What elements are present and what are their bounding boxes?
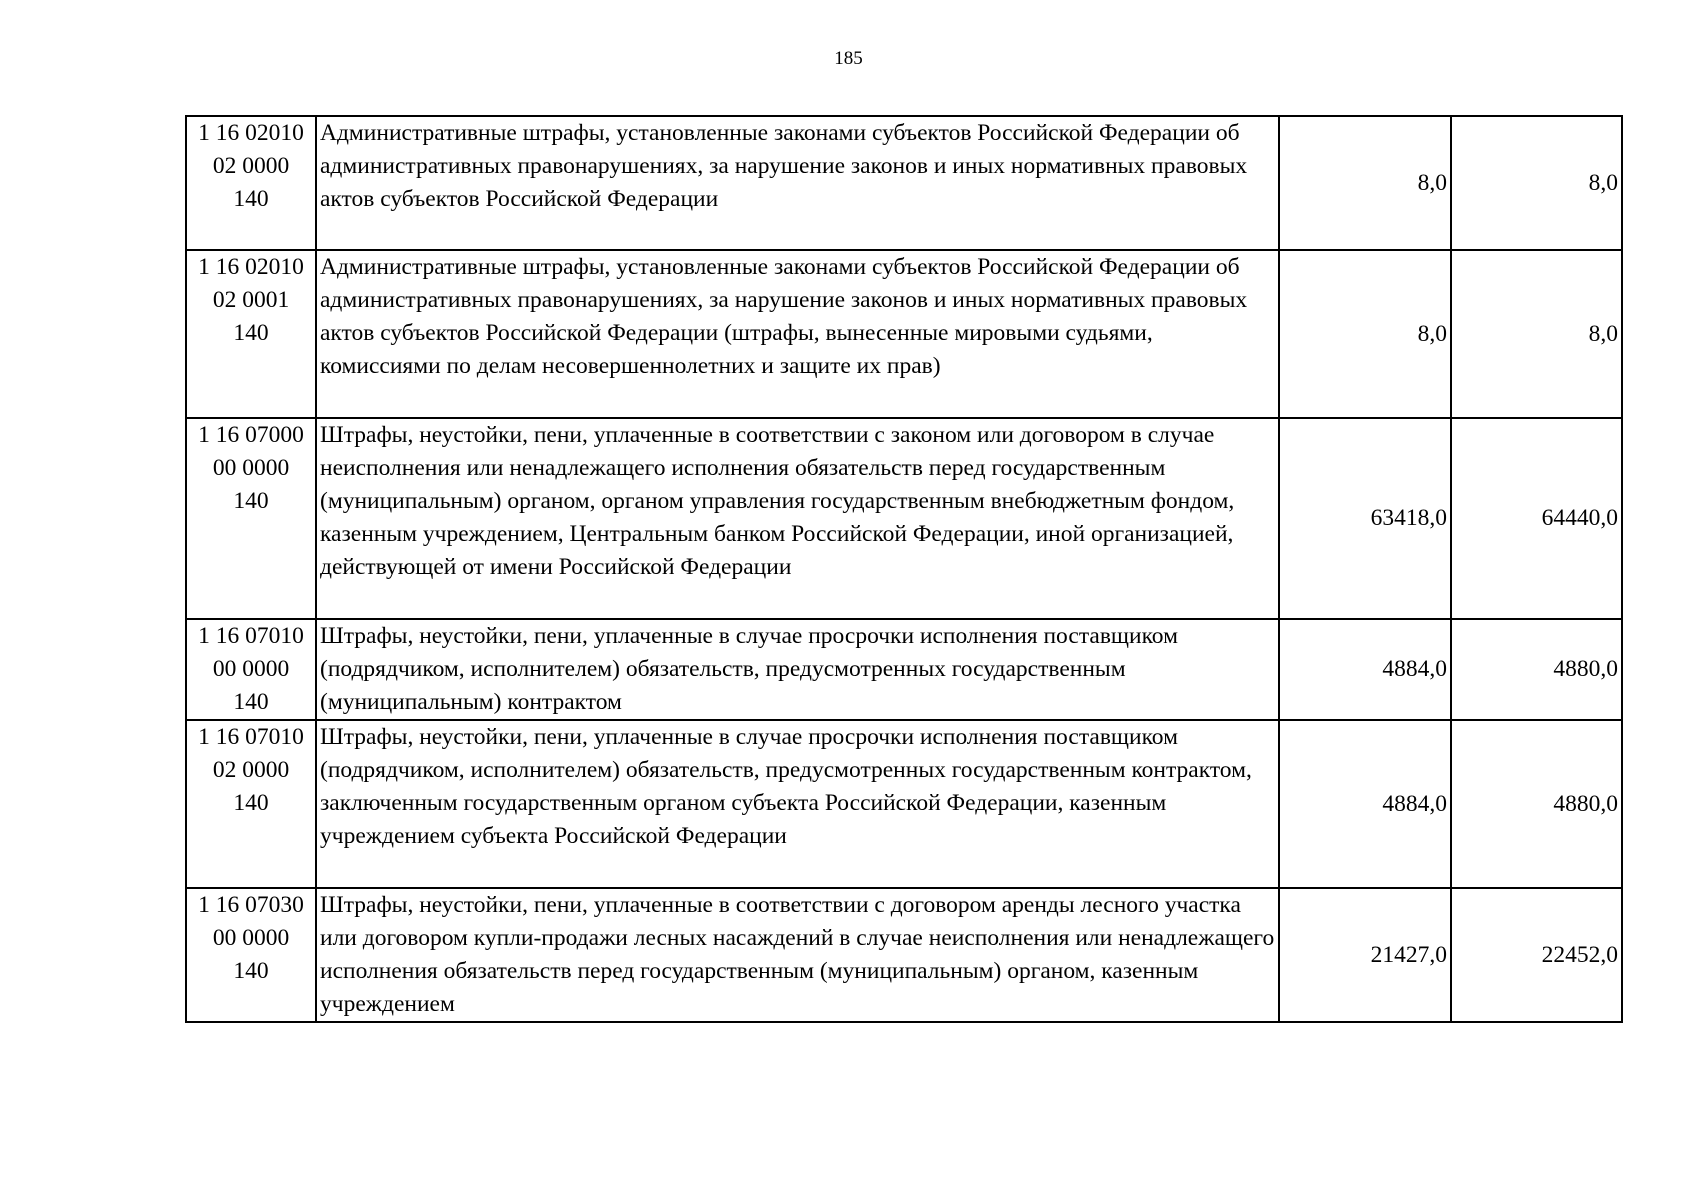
budget-code-cell xyxy=(186,619,316,720)
description-cell: Штрафы, неустойки, пени, уплаченные в соответствии с законом или договором в случае неисполнения или ненадлежащего исполнения обязательств перед государственным (муниципальным) органом, органом управления государственным внебюджетным фондом, казенным учреждением, Центральным банком Российской Федерации, иной организацией, действующей от имени Российской Федерации xyxy=(316,418,1279,619)
value-cell-1: 21427,0 xyxy=(1279,888,1451,1022)
value-cell-1: 8,0 xyxy=(1279,250,1451,418)
budget-code-line: 1 16 02010 xyxy=(198,120,304,146)
budget-code-line: 02 0001 xyxy=(212,287,290,313)
budget-code-line: 140 xyxy=(233,320,269,346)
table-row xyxy=(186,250,1622,418)
budget-code-cell xyxy=(186,720,316,888)
table-row xyxy=(186,619,1622,720)
budget-code-line: 140 xyxy=(233,689,269,715)
table-row xyxy=(186,720,1622,888)
table-row xyxy=(186,888,1622,1022)
budget-code-line: 1 16 07000 xyxy=(198,422,304,448)
budget-code-line: 1 16 02010 xyxy=(198,254,304,280)
value-cell-1: 8,0 xyxy=(1279,116,1451,250)
description-cell: Штрафы, неустойки, пени, уплаченные в случае просрочки исполнения поставщиком (подрядчиком, исполнителем) обязательств, предусмотренных государственным контрактом, заключенным государственным органом субъекта Российской Федерации, казенным учреждением субъекта Российской Федерации xyxy=(316,720,1279,888)
budget-code-line: 1 16 07010 xyxy=(198,724,304,750)
budget-code-line: 02 0000 xyxy=(212,757,290,783)
budget-code-line: 00 0000 xyxy=(212,656,290,682)
budget-code-cell xyxy=(186,888,316,1022)
budget-code-line: 00 0000 xyxy=(212,455,290,481)
value-cell-2: 8,0 xyxy=(1451,250,1622,418)
value-cell-2: 4880,0 xyxy=(1451,619,1622,720)
budget-code-line: 02 0000 xyxy=(212,153,290,179)
value-cell-2: 4880,0 xyxy=(1451,720,1622,888)
page-number: 185 xyxy=(834,48,863,69)
value-cell-1: 63418,0 xyxy=(1279,418,1451,619)
value-cell-2: 22452,0 xyxy=(1451,888,1622,1022)
value-cell-2: 64440,0 xyxy=(1451,418,1622,619)
budget-code-line: 140 xyxy=(233,488,269,514)
budget-code-line: 140 xyxy=(233,186,269,212)
description-cell: Административные штрафы, установленные законами субъектов Российской Федерации об административных правонарушениях, за нарушение законов и иных нормативных правовых актов субъектов Российской Федерации (штрафы, вынесенные мировыми судьями, комиссиями по делам несовершеннолетних и защите их прав) xyxy=(316,250,1279,418)
table-row xyxy=(186,418,1622,619)
budget-code-line: 140 xyxy=(233,958,269,984)
budget-revenue-table xyxy=(185,115,1623,1023)
description-cell: Административные штрафы, установленные законами субъектов Российской Федерации об административных правонарушениях, за нарушение законов и иных нормативных правовых актов субъектов Российской Федерации xyxy=(316,116,1279,250)
budget-code-line: 1 16 07030 xyxy=(198,892,304,918)
value-cell-1: 4884,0 xyxy=(1279,720,1451,888)
budget-code-line: 1 16 07010 xyxy=(198,623,304,649)
budget-code-cell xyxy=(186,418,316,619)
value-cell-2: 8,0 xyxy=(1451,116,1622,250)
budget-code-line: 140 xyxy=(233,790,269,816)
budget-code-line: 00 0000 xyxy=(212,925,290,951)
description-cell: Штрафы, неустойки, пени, уплаченные в случае просрочки исполнения поставщиком (подрядчиком, исполнителем) обязательств, предусмотренных государственным (муниципальным) контрактом xyxy=(316,619,1279,720)
budget-code-cell xyxy=(186,250,316,418)
description-cell: Штрафы, неустойки, пени, уплаченные в соответствии с договором аренды лесного участка или договором купли-продажи лесных насаждений в случае неисполнения или ненадлежащего исполнения обязательств перед государственным (муниципальным) органом, казенным учреждением xyxy=(316,888,1279,1022)
budget-code-cell xyxy=(186,116,316,250)
value-cell-1: 4884,0 xyxy=(1279,619,1451,720)
table-row xyxy=(186,116,1622,250)
